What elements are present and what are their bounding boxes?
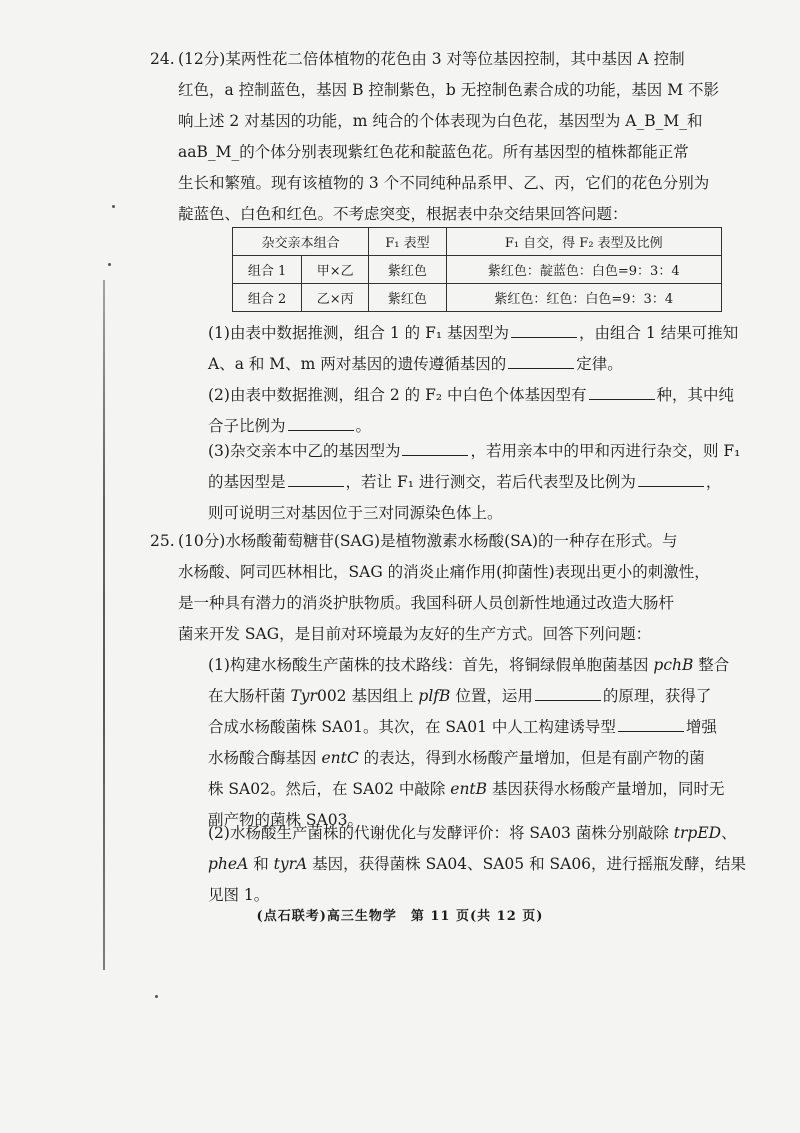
- part-text: 增强: [685, 718, 717, 736]
- table-header-cell: F₁ 表型: [369, 228, 446, 256]
- question-25-stem: [178, 526, 738, 650]
- part-text: 002 基因组上: [316, 687, 419, 705]
- table-cell: 乙×丙: [302, 284, 369, 312]
- question-25-part-1: [208, 650, 748, 836]
- part-text: 的基因型是: [208, 473, 286, 491]
- answer-blank[interactable]: [402, 437, 468, 456]
- answer-blank[interactable]: [535, 682, 601, 701]
- answer-blank[interactable]: [288, 468, 344, 487]
- question-25-number: 25.: [150, 532, 175, 550]
- part-text: 株 SA02。然后，在 SA02 中敲除: [208, 780, 451, 798]
- table-cell: 紫红色：靛蓝色：白色=9：3：4: [446, 256, 721, 284]
- part-text: A、a 和 M、m 两对基因的遗传遵循基因的: [208, 355, 507, 373]
- part-text: (2)由表中数据推测，组合 2 的 F₂ 中白色个体基因型有: [208, 386, 587, 404]
- stem-line: 靛蓝色、白色和红色。不考虑突变，根据表中杂交结果回答问题：: [178, 205, 628, 223]
- part-text: 则可说明三对基因位于三对同源染色体上。: [208, 504, 503, 522]
- gene-name: Tyr: [290, 687, 317, 705]
- gene-name: entC: [321, 749, 359, 767]
- part-text: ，若让 F₁ 进行测交，若后代表型及比例为: [345, 473, 636, 491]
- stem-line: aaB_M_的个体分别表现紫红色花和靛蓝色花。所有基因型的植株都能正常: [178, 143, 689, 161]
- cross-results-table: [232, 227, 722, 312]
- part-text: 基因，获得菌株 SA04、SA05 和 SA06，进行摇瓶发酵，结果: [307, 855, 747, 873]
- part-text: (2)水杨酸生产菌株的代谢优化与发酵评价：将 SA03 菌株分别敲除: [208, 824, 674, 842]
- part-text: 基因获得水杨酸产量增加，同时无: [487, 780, 725, 798]
- stem-line: 生长和繁殖。现有该植物的 3 个不同纯种品系甲、乙、丙，它们的花色分别为: [178, 174, 710, 192]
- stem-line: (10分)水杨酸葡萄糖苷(SAG)是植物激素水杨酸(SA)的一种存在形式。与: [178, 532, 678, 550]
- table-header-cell: 杂交亲本组合: [233, 228, 369, 256]
- part-text: 的原理，获得了: [602, 687, 712, 705]
- table-row: [233, 256, 722, 284]
- stem-line: 菌来开发 SAG，是目前对环境最为友好的生产方式。回答下列问题：: [178, 625, 652, 643]
- answer-blank[interactable]: [288, 412, 354, 431]
- part-text: (3)杂交亲本中乙的基因型为: [208, 442, 401, 460]
- part-text: 合成水杨酸菌株 SA01。其次，在 SA01 中人工构建诱导型: [208, 718, 616, 736]
- answer-blank[interactable]: [508, 350, 574, 369]
- part-text: (1)构建水杨酸生产菌株的技术路线：首先，将铜绿假单胞菌基因: [208, 656, 654, 674]
- part-text: ，: [705, 473, 722, 491]
- answer-blank[interactable]: [511, 319, 577, 338]
- part-text: 。: [355, 417, 372, 435]
- table-cell: 甲×乙: [302, 256, 369, 284]
- part-text: 副产物的菌株 SA03。: [208, 811, 363, 829]
- question-24-part-2: [208, 380, 748, 442]
- table-cell: 紫红色: [369, 284, 446, 312]
- part-text: 和: [248, 855, 274, 873]
- question-25-part-2: [208, 818, 748, 911]
- part-text: ，若用亲本中的甲和丙进行杂交，则 F₁: [470, 442, 741, 460]
- table-cell: 组合 2: [233, 284, 302, 312]
- question-24-part-1: [208, 318, 748, 380]
- question-24-stem: [178, 44, 738, 230]
- question-24-number: 24.: [150, 50, 175, 68]
- answer-blank[interactable]: [618, 713, 684, 732]
- table-row: [233, 284, 722, 312]
- stem-line: 红色，a 控制蓝色，基因 B 控制紫色，b 无控制色素合成的功能，基因 M 不影: [178, 81, 719, 99]
- part-text: 见图 1。: [208, 886, 270, 904]
- gene-name: pheA: [208, 855, 249, 873]
- gene-name: pchB: [653, 656, 694, 674]
- part-text: ，由组合 1 结果可推知: [579, 324, 739, 342]
- part-text: 定律。: [576, 355, 623, 373]
- table-header-cell: F₁ 自交，得 F₂ 表型及比例: [446, 228, 721, 256]
- gene-name: trpED: [673, 824, 722, 842]
- gene-name: tyrA: [273, 855, 308, 873]
- answer-blank[interactable]: [589, 381, 655, 400]
- table-cell: 组合 1: [233, 256, 302, 284]
- stem-line: (12分)某两性花二倍体植物的花色由 3 对等位基因控制，其中基因 A 控制: [178, 50, 685, 68]
- stem-line: 响上述 2 对基因的功能，m 纯合的个体表现为白色花，基因型为 A_B_M_和: [178, 112, 703, 130]
- part-text: 在大肠杆菌: [208, 687, 291, 705]
- question-24-part-3: [208, 436, 748, 529]
- part-text: 、: [721, 824, 737, 842]
- table-cell: 紫红色：红色：白色=9：3：4: [446, 284, 721, 312]
- part-text: (1)由表中数据推测，组合 1 的 F₁ 基因型为: [208, 324, 509, 342]
- answer-blank[interactable]: [638, 468, 704, 487]
- gene-name: entB: [450, 780, 488, 798]
- part-text: 种，其中纯: [656, 386, 735, 404]
- page-footer: (点石联考)高三生物学 第 11 页(共 12 页): [256, 909, 544, 924]
- part-text: 整合: [693, 656, 730, 674]
- part-text: 的表达，得到水杨酸产量增加，但是有副产物的菌: [358, 749, 705, 767]
- stem-line: 是一种具有潜力的消炎护肤物质。我国科研人员创新性地通过改造大肠杆: [178, 594, 675, 612]
- part-text: 水杨酸合酶基因: [208, 749, 322, 767]
- stem-line: 水杨酸、阿司匹林相比，SAG 的消炎止痛作用(抑菌性)表现出更小的刺激性，: [178, 563, 710, 581]
- table-header-row: [233, 228, 722, 256]
- table-cell: 紫红色: [369, 256, 446, 284]
- part-text: 合子比例为: [208, 417, 286, 435]
- gene-name: plfB: [418, 687, 451, 705]
- part-text: 位置，运用: [450, 687, 533, 705]
